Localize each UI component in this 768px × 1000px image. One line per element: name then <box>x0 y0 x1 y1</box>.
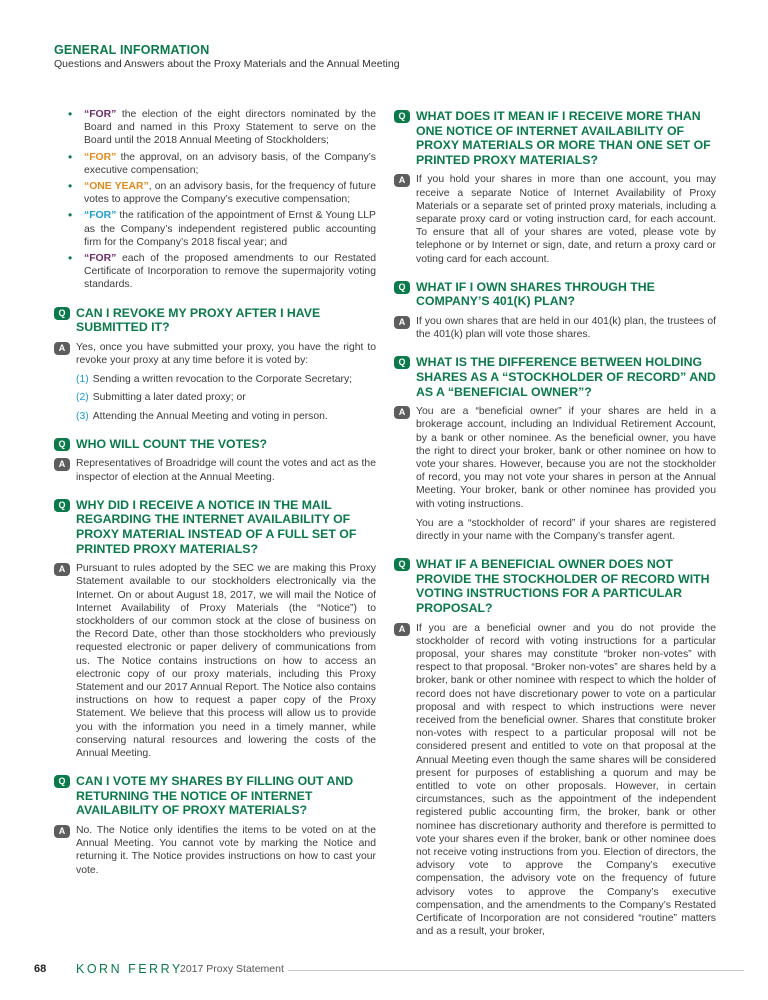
qa-record-vs-beneficial <box>394 355 716 543</box>
list-item: (2) Submitting a later dated proxy; or <box>76 392 246 404</box>
question-heading: Q WHAT IS THE DIFFERENCE BETWEEN HOLDING SHARES AS A “STOCKHOLDER OF RECORD” AND AS A “BENEFICIAL OWNER”? <box>394 355 716 399</box>
left-column <box>54 108 376 883</box>
list-item: • “FOR” the election of the eight directors nominated by the Board and named in this Proxy Statement to serve on the Board until the 2018 Annual Meeting of Stockholders; <box>84 108 376 148</box>
right-column <box>394 95 716 944</box>
answer-text: A If you hold your shares in more than one account, you may receive a separate Notice of Internet Availability of Proxy Materials or a separate set of printed proxy materials, including a separate proxy card or voting instruction card, for each account. To ensure that all of your shares are voted, please vote by telephone or by Internet or sign, date, and return a proxy card or voting card for each account. <box>394 173 716 265</box>
qa-notice-internet <box>54 498 376 760</box>
section-title: GENERAL INFORMATION <box>54 43 210 57</box>
list-item: (3) Attending the Annual Meeting and voting in person. <box>76 410 328 422</box>
question-badge: Q <box>394 110 410 123</box>
answer-badge: A <box>54 342 70 355</box>
question-badge: Q <box>54 775 70 788</box>
page-footer <box>30 963 744 977</box>
question-badge: Q <box>54 438 70 451</box>
qa-vote-by-notice <box>54 774 376 877</box>
footer-divider <box>288 970 744 971</box>
question-heading: Q WHAT DOES IT MEAN IF I RECEIVE MORE THAN ONE NOTICE OF INTERNET AVAILABILITY OF PROXY MATERIALS OR MORE THAN ONE SET OF PRINTED PROXY MATERIALS? <box>394 109 716 167</box>
answer-badge: A <box>394 406 410 419</box>
answer-badge: A <box>394 316 410 329</box>
question-heading: Q WHAT IF A BENEFICIAL OWNER DOES NOT PROVIDE THE STOCKHOLDER OF RECORD WITH VOTING INSTRUCTIONS FOR A PARTICULAR PROPOSAL? <box>394 557 716 615</box>
question-badge: Q <box>394 356 410 369</box>
answer-badge: A <box>394 174 410 187</box>
answer-text: A If you are a beneficial owner and you do not provide the stockholder of record with voting instructions for a particular proposal, your shares may constitute “broker non-votes” with respect to that proposal. “Broker non-votes” are shares held by a broker, bank or other nominee with respect to which the holder of record does not have discretionary power to vote on a particular proposal and with respect to which instructions were never received from the beneficial owner. Shares that constitute broker non-votes with respect to a particular proposal will not be considered present and entitled to vote on that proposal at the Annual Meeting even though the same shares will be considered present for purposes of establishing a quorum and may be entitled to vote on other proposals. However, in certain circumstances, such as the appointment of the independent registered public accounting firm, the broker, bank or other nominee has discretionary authority and therefore is permitted to vote your shares even if the broker, bank or other nominee does not receive voting instructions from you. Election of directors, the advisory vote to approve the Company’s executive compensation, the advisory vote on the frequency of future advisory votes to approve the Company’s executive compensation, and the amendments to the Company’s Restated Certificate of Incorporation are not considered “routine” matters and as a result, your broker, <box>394 622 716 939</box>
answer-badge: A <box>54 563 70 576</box>
question-badge: Q <box>54 499 70 512</box>
question-heading: Q WHY DID I RECEIVE A NOTICE IN THE MAIL REGARDING THE INTERNET AVAILABILITY OF PROXY MATERIAL INSTEAD OF A FULL SET OF PRINTED PROXY MATERIALS? <box>54 498 376 556</box>
page-subtitle: Questions and Answers about the Proxy Materials and the Annual Meeting <box>54 58 400 70</box>
qa-multiple-notices <box>394 109 716 266</box>
question-badge: Q <box>394 558 410 571</box>
question-badge: Q <box>394 281 410 294</box>
list-item: • “ONE YEAR”, on an advisory basis, for the frequency of future votes to approve the Company’s executive compensation; <box>84 180 376 206</box>
qa-401k-plan <box>394 280 716 342</box>
question-badge: Q <box>54 307 70 320</box>
list-item: (1) Sending a written revocation to the Corporate Secretary; <box>76 374 353 386</box>
vote-recommendations-list <box>54 108 376 292</box>
answer-badge: A <box>54 825 70 838</box>
list-item: • “FOR” the ratification of the appointment of Ernst & Young LLP as the Company’s independent registered public accounting firm for the Company’s 2018 fiscal year; and <box>84 209 376 249</box>
list-item: • “FOR” each of the proposed amendments to our Restated Certificate of Incorporation to remove the supermajority voting standards. <box>84 252 376 292</box>
answer-text: A If you own shares that are held in our 401(k) plan, the trustees of the 401(k) plan will vote those shares. <box>394 315 716 341</box>
answer-text: A Pursuant to rules adopted by the SEC we are making this Proxy Statement available to our stockholders electronically via the Internet. On or about August 18, 2017, we will mail the Notice of Internet Availability of Proxy Materials (the “Notice”) to stockholders of our common stock at the close of business on the Record Date, other than those stockholders who previously requested electronic or paper delivery of communications from us. The Notice contains instructions on how to access an electronic copy of our proxy materials, including this Proxy Statement and our 2017 Annual Report. The Notice also contains instructions on how to request a paper copy of the Proxy Statement. We believe that this process will allow us to provide you with the information you need in a timely manner, while conserving natural resources and lowering the costs of the Annual Meeting. <box>54 562 376 760</box>
answer-text: A You are a “beneficial owner” if your shares are held in a brokerage account, including an Individual Retirement Account, by a bank or other nominee. As the beneficial owner, you have the right to direct your broker, bank or other nominee on how to vote your shares. However, because you are not the stockholder of record, you may not vote your shares in person at the Annual Meeting. Your broker, bank or other nominee has provided you with voting instructions. You are a “stockholder of record” if your shares are registered directly in your name with the Company’s transfer agent. <box>394 405 716 543</box>
qa-no-voting-instructions <box>394 557 716 938</box>
answer-text: A Representatives of Broadridge will count the votes and act as the inspector of election at the Annual Meeting. <box>54 457 376 483</box>
answer-badge: A <box>54 458 70 471</box>
qa-revoke-proxy <box>54 306 376 423</box>
answer-text: A Yes, once you have submitted your proxy, you have the right to revoke your proxy at any time before it is voted by: (1) Sending a written revocation to the Corporate Secretary; (2) Submitting a later dated proxy; or (3) Attending the Annual Meeting and voting in person. <box>54 341 376 423</box>
question-heading: Q CAN I REVOKE MY PROXY AFTER I HAVE SUBMITTED IT? <box>54 306 376 335</box>
question-heading: Q CAN I VOTE MY SHARES BY FILLING OUT AND RETURNING THE NOTICE OF INTERNET AVAILABILITY OF PROXY MATERIALS? <box>54 774 376 818</box>
answer-badge: A <box>394 623 410 636</box>
page-number: 68 <box>34 963 47 975</box>
question-heading: Q WHAT IF I OWN SHARES THROUGH THE COMPANY’S 401(K) PLAN? <box>394 280 716 309</box>
revoke-methods-list <box>76 373 376 423</box>
qa-count-votes <box>54 437 376 484</box>
document-title: 2017 Proxy Statement <box>180 963 284 975</box>
list-item: • “FOR” the approval, on an advisory basis, of the Company’s executive compensation; <box>84 151 376 177</box>
answer-text: A No. The Notice only identifies the items to be voted on at the Annual Meeting. You cannot vote by marking the Notice and returning it. The Notice provides instructions on how to cast your vote. <box>54 824 376 877</box>
korn-ferry-logo: KORN FERRY <box>76 962 183 976</box>
question-heading: Q WHO WILL COUNT THE VOTES? <box>54 437 376 452</box>
